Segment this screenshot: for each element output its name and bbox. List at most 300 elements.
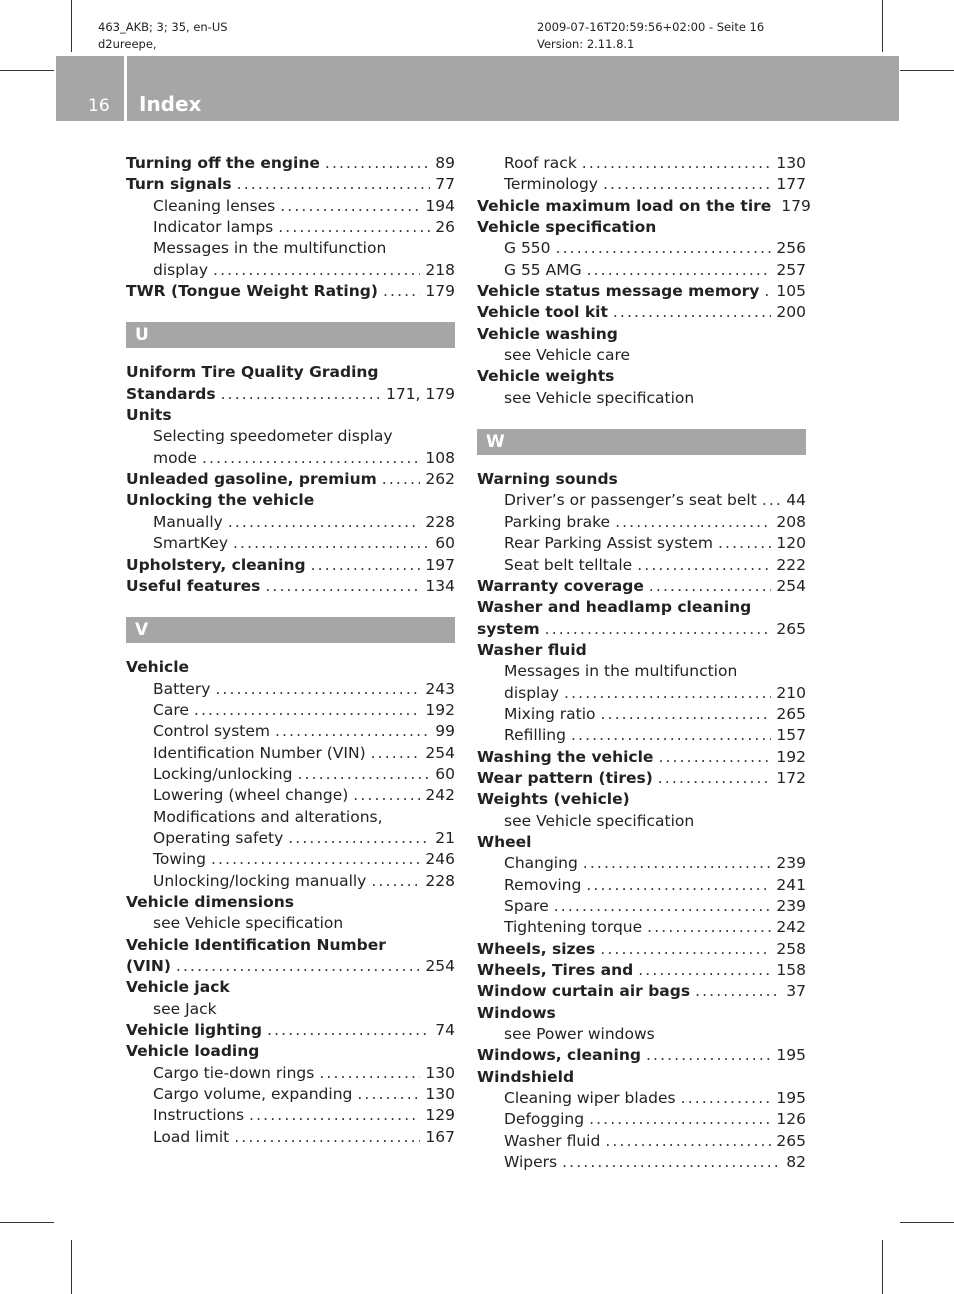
index-subentry [477, 853, 806, 874]
index-entry [477, 217, 806, 238]
entry-text: Removing [504, 875, 582, 894]
dot-leader [311, 555, 421, 576]
dot-leader [646, 1045, 771, 1066]
page-reference: 167 [425, 1127, 455, 1146]
dot-leader [278, 217, 430, 238]
index-entry [126, 935, 455, 956]
dot-leader [638, 960, 771, 981]
dot-leader [589, 1109, 771, 1130]
index-entry [126, 576, 455, 597]
entry-text: Standards [126, 384, 216, 403]
index-subentry [477, 1152, 806, 1173]
entry-text: Identification Number (VIN) [153, 743, 366, 762]
index-subentry [477, 725, 806, 746]
page-reference: 192 [776, 747, 806, 766]
index-entry [477, 960, 806, 981]
page-reference: 258 [776, 939, 806, 958]
index-subentry [477, 490, 806, 511]
page-reference: 256 [776, 239, 806, 258]
dot-leader [647, 917, 771, 938]
entry-text: Terminology [504, 175, 598, 194]
entry-text: Rear Parking Assist system [504, 534, 713, 553]
entry-text: Unleaded gasoline, premium [126, 470, 377, 489]
entry-text: Useful features [126, 576, 261, 595]
entry-text: Control system [153, 722, 270, 741]
index-subentry [477, 388, 806, 409]
dot-leader [353, 785, 420, 806]
entry-text: Instructions [153, 1106, 245, 1125]
entry-text: see Vehicle care [504, 346, 631, 365]
entry-text: Operating safety [153, 828, 284, 847]
entry-text: Seat belt telltale [504, 555, 633, 574]
index-entry [477, 1003, 806, 1024]
entry-text: G 550 [504, 239, 551, 258]
page-reference: 44 [786, 491, 806, 510]
dot-leader [215, 679, 420, 700]
index-subentry [126, 913, 455, 934]
entry-text: see Vehicle specification [504, 388, 695, 407]
entry-text: Towing [153, 850, 206, 869]
index-subentry [126, 217, 455, 238]
entry-text: Unlocking the vehicle [126, 491, 315, 510]
entries-v [126, 657, 455, 1148]
entry-text: Wear pattern (tires) [477, 768, 653, 787]
page-reference: 130 [425, 1063, 455, 1082]
entry-text: Unlocking/locking manually [153, 871, 367, 890]
index-subentry [477, 153, 806, 174]
entry-text: TWR (Tongue Weight Rating) [126, 282, 378, 301]
entry-text: Messages in the multifunction [504, 662, 738, 681]
entry-text: see Vehicle specification [504, 811, 695, 830]
entry-text: Vehicle dimensions [126, 892, 294, 911]
index-subentry [126, 533, 455, 554]
dot-leader [556, 238, 772, 259]
index-subentry [477, 260, 806, 281]
index-entry [126, 384, 455, 405]
entry-text: see Vehicle specification [153, 914, 344, 933]
index-entry [477, 597, 806, 618]
page-reference: 158 [776, 961, 806, 980]
page-reference: 210 [776, 683, 806, 702]
index-subentry [477, 1088, 806, 1109]
crop-mark-bottom-right-h [900, 1222, 954, 1223]
index-subentry [477, 174, 806, 195]
dot-leader [194, 700, 421, 721]
entry-text: Changing [504, 854, 578, 873]
page-reference: 134 [425, 576, 455, 595]
page-reference: 222 [776, 555, 806, 574]
index-subentry [477, 1109, 806, 1130]
entry-text: see Power windows [504, 1025, 655, 1044]
entry-text: Washer and headlamp cleaning [477, 598, 752, 617]
page-reference: 242 [425, 786, 455, 805]
entry-text: Indicator lamps [153, 218, 274, 237]
page-reference: 194 [425, 196, 455, 215]
entry-text: Wheels, Tires and [477, 961, 634, 980]
dot-leader [383, 281, 420, 302]
page-reference: 254 [425, 957, 455, 975]
entry-text: Vehicle weights [477, 367, 615, 386]
page-reference: 265 [776, 1131, 806, 1150]
index-subentry [126, 764, 455, 785]
entry-text: Units [126, 406, 172, 425]
index-entry [126, 281, 455, 302]
dot-leader [562, 1152, 781, 1173]
entry-text: Washing the vehicle [477, 747, 654, 766]
index-subentry [126, 260, 455, 281]
meta-left-line1: 463_AKB; 3; 35, en-US [98, 20, 228, 34]
entry-text: SmartKey [153, 534, 228, 553]
dot-leader [357, 1084, 420, 1105]
index-subentry [126, 807, 455, 828]
index-subentry [126, 828, 455, 849]
entry-text: Upholstery, cleaning [126, 555, 306, 574]
index-entry [477, 981, 806, 1002]
index-entry [477, 747, 806, 768]
dot-leader [233, 533, 430, 554]
crop-mark-top-left-v [71, 0, 72, 52]
entry-text: Warning sounds [477, 470, 618, 489]
index-subentry [477, 1131, 806, 1152]
page-reference: 243 [425, 679, 455, 698]
dot-leader [582, 153, 772, 174]
entry-text: Vehicle washing [477, 324, 618, 343]
page-reference: 130 [425, 1085, 455, 1104]
page-reference: 77 [435, 175, 455, 194]
page-reference: 197 [425, 555, 455, 574]
entry-text: Vehicle status message memory [477, 282, 760, 301]
entries-left-lead [126, 153, 455, 302]
section-header-v: V [126, 617, 455, 643]
page-reference: 60 [435, 764, 455, 783]
dot-leader [681, 1088, 772, 1109]
index-entry [126, 555, 455, 576]
page-reference: 21 [435, 828, 455, 847]
index-entry [477, 789, 806, 810]
entry-text: Refilling [504, 726, 566, 745]
dot-leader [228, 512, 421, 533]
page-reference: 242 [776, 918, 806, 937]
page-reference: 120 [776, 534, 806, 553]
page-reference: 26 [435, 218, 455, 237]
entry-text: Defogging [504, 1110, 585, 1129]
meta-right-line1: 2009-07-16T20:59:56+02:00 - Seite 16 [537, 20, 765, 34]
page-reference: 74 [435, 1021, 455, 1040]
crop-mark-top-left-h [0, 70, 54, 71]
index-subentry [126, 448, 455, 469]
dot-leader [325, 153, 430, 174]
dot-leader [649, 576, 772, 597]
page-number: 16 [88, 96, 110, 116]
index-entry [477, 281, 806, 302]
dot-leader [695, 981, 781, 1002]
dot-leader [297, 764, 430, 785]
dot-leader [762, 490, 781, 511]
dot-leader [564, 683, 771, 704]
page-reference: 129 [425, 1106, 455, 1125]
entry-text: Windshield [477, 1067, 575, 1086]
entries-w [477, 469, 806, 1173]
index-subentry [477, 345, 806, 366]
page-reference: 126 [776, 1110, 806, 1129]
entry-text: Care [153, 700, 189, 719]
index-entry [126, 405, 455, 426]
entry-text: Cleaning wiper blades [504, 1089, 676, 1108]
dot-leader [371, 871, 420, 892]
entry-text: Battery [153, 679, 211, 698]
index-subentry [477, 533, 806, 554]
page-reference: 265 [776, 704, 806, 723]
dot-leader [571, 725, 771, 746]
entry-text: Vehicle loading [126, 1042, 260, 1061]
entry-text: Warranty coverage [477, 576, 644, 595]
page-reference: 105 [776, 282, 806, 301]
index-subentry [126, 679, 455, 700]
entry-text: Lowering (wheel change) [153, 786, 349, 805]
page-reference: 60 [435, 534, 455, 553]
entry-text: Washer fluid [504, 1131, 601, 1150]
entry-text: Wheel [477, 832, 532, 851]
page-reference: 208 [776, 512, 806, 531]
entry-text: G 55 AMG [504, 260, 582, 279]
page-reference: 218 [425, 260, 455, 279]
entry-text: Driver’s or passenger’s seat belt [504, 491, 757, 510]
dot-leader [658, 747, 771, 768]
dot-leader [764, 281, 771, 302]
crop-mark-top-right-v [882, 0, 883, 52]
index-entry [477, 832, 806, 853]
dot-leader [213, 260, 420, 281]
index-subentry [126, 426, 455, 447]
page-reference: 246 [425, 850, 455, 869]
index-subentry [126, 196, 455, 217]
entry-text: Spare [504, 897, 549, 915]
header-band [56, 56, 899, 121]
dot-leader [221, 384, 381, 405]
dot-leader [554, 896, 772, 917]
dot-leader [275, 721, 430, 742]
index-entry [477, 324, 806, 345]
crop-mark-top-right-h [900, 70, 954, 71]
dot-leader [176, 956, 421, 977]
dot-leader [601, 704, 772, 725]
dot-leader [249, 1105, 420, 1126]
dot-leader [545, 619, 772, 640]
index-entry [126, 1041, 455, 1062]
entry-text: display [504, 683, 560, 702]
page-reference: 82 [786, 1153, 806, 1172]
dot-leader [637, 555, 771, 576]
index-subentry [126, 1063, 455, 1084]
page-reference: 257 [776, 260, 806, 279]
entry-text: Wheels, sizes [477, 939, 596, 958]
page-reference: 239 [776, 854, 806, 873]
entry-text: Windows [477, 1003, 556, 1022]
index-column-right [477, 153, 811, 1173]
index-subentry [477, 875, 806, 896]
index-entry [477, 768, 806, 789]
index-subentry [126, 1084, 455, 1105]
entry-text: Cleaning lenses [153, 196, 276, 215]
entry-text: see Jack [153, 999, 217, 1018]
index-subentry [126, 999, 455, 1020]
dot-leader [265, 576, 420, 597]
page-reference: 195 [776, 1046, 806, 1065]
entry-text: Cargo tie-down rings [153, 1063, 315, 1082]
entry-text: Vehicle jack [126, 978, 230, 997]
dot-leader [603, 174, 771, 195]
page-reference: 177 [776, 175, 806, 194]
crop-mark-bottom-left-v [71, 1240, 72, 1294]
entry-text: Load limit [153, 1127, 230, 1146]
dot-leader [615, 512, 771, 533]
page-reference: 195 [776, 1089, 806, 1108]
page-reference: 241 [776, 875, 806, 894]
dot-leader [587, 260, 772, 281]
dot-leader [319, 1063, 420, 1084]
index-subentry [126, 1105, 455, 1126]
index-entry [477, 640, 806, 661]
index-subentry [477, 555, 806, 576]
entry-text: Tightening torque [504, 918, 643, 937]
dot-leader [583, 853, 772, 874]
index-subentry [126, 871, 455, 892]
page-reference: 200 [776, 303, 806, 322]
dot-leader [382, 469, 421, 490]
index-subentry [477, 238, 806, 259]
print-meta-right [537, 19, 764, 53]
index-entry [477, 366, 806, 387]
entry-text: Turning off the engine [126, 154, 320, 172]
index-entry [126, 174, 455, 195]
dot-leader [718, 533, 771, 554]
index-entry [477, 1045, 806, 1066]
index-subentry [126, 849, 455, 870]
entry-text: Weights (vehicle) [477, 790, 630, 809]
entry-text: Window curtain air bags [477, 982, 691, 1001]
dot-leader [600, 939, 771, 960]
entry-text: Vehicle specification [477, 218, 657, 237]
index-entry [126, 153, 455, 174]
page-reference: 157 [776, 726, 806, 745]
page-reference: 254 [425, 743, 455, 762]
header-separator [124, 56, 127, 121]
index-entry [477, 576, 806, 597]
dot-leader [605, 1131, 771, 1152]
page-reference: 89 [435, 154, 455, 172]
page-reference: 262 [425, 470, 455, 489]
index-entry [126, 977, 455, 998]
index-entry [477, 469, 806, 490]
index-entry [126, 1020, 455, 1041]
dot-leader [288, 828, 430, 849]
dot-leader [658, 768, 772, 789]
index-entry [126, 657, 455, 678]
dot-leader [613, 302, 772, 323]
dot-leader [234, 1127, 420, 1148]
index-subentry [126, 785, 455, 806]
index-subentry [477, 811, 806, 832]
page-reference: 228 [425, 512, 455, 531]
crop-mark-bottom-right-v [882, 1240, 883, 1294]
page-reference: 108 [425, 448, 455, 467]
entry-text: Parking brake [504, 512, 611, 531]
dot-leader [267, 1020, 430, 1041]
page-reference: 239 [776, 897, 806, 915]
index-subentry [477, 1024, 806, 1045]
index-column-left [126, 153, 455, 1148]
entry-text: Uniform Tire Quality Grading [126, 363, 379, 382]
index-subentry [126, 1127, 455, 1148]
entry-text: Windows, cleaning [477, 1046, 641, 1065]
dot-leader [371, 743, 421, 764]
section-header-u: U [126, 322, 455, 348]
entry-text: Wipers [504, 1153, 558, 1172]
entry-text: Roof rack [504, 154, 577, 172]
dot-leader [280, 196, 420, 217]
page-reference: 192 [425, 700, 455, 719]
index-subentry [126, 512, 455, 533]
index-entry [126, 469, 455, 490]
index-subentry [477, 896, 806, 917]
dot-leader [202, 448, 420, 469]
entry-text: Messages in the multifunction [153, 239, 387, 258]
page-reference: 130 [776, 154, 806, 172]
index-subentry [126, 743, 455, 764]
print-meta-left [98, 19, 228, 53]
index-entry [477, 1067, 806, 1088]
entry-text: display [153, 260, 209, 279]
index-subentry [126, 700, 455, 721]
entry-text: Turn signals [126, 175, 232, 194]
index-subentry [477, 704, 806, 725]
entry-text: (VIN) [126, 957, 171, 975]
entry-text: Selecting speedometer display [153, 427, 393, 446]
index-entry [477, 196, 811, 217]
entry-text: Vehicle tool kit [477, 303, 608, 322]
entry-text: mode [153, 448, 197, 467]
entries-right-lead [477, 153, 811, 409]
entry-text: Washer fluid [477, 640, 587, 659]
page-reference: 172 [776, 768, 806, 787]
entry-text: Vehicle [126, 658, 190, 677]
entry-text: Cargo volume, expanding [153, 1085, 353, 1104]
index-subentry [126, 238, 455, 259]
crop-mark-bottom-left-h [0, 1222, 54, 1223]
index-subentry [477, 661, 806, 682]
dot-leader [211, 849, 420, 870]
index-subentry [126, 721, 455, 742]
index-entry [477, 619, 806, 640]
dot-leader [586, 875, 771, 896]
page-reference: 37 [786, 982, 806, 1001]
index-entry [126, 490, 455, 511]
page-reference: 99 [435, 722, 455, 741]
index-subentry [477, 512, 806, 533]
index-subentry [477, 683, 806, 704]
entry-text: Mixing ratio [504, 704, 596, 723]
index-entry [477, 939, 806, 960]
index-entry [126, 892, 455, 913]
entry-text: Vehicle lighting [126, 1021, 263, 1040]
meta-right-line2: Version: 2.11.8.1 [537, 37, 635, 51]
page-reference: 179 [781, 196, 811, 215]
index-entry [126, 956, 455, 977]
section-header-w: W [477, 429, 806, 455]
index-subentry [477, 917, 806, 938]
page-title: Index [139, 92, 202, 116]
meta-left-line2: d2ureepe, [98, 37, 157, 51]
